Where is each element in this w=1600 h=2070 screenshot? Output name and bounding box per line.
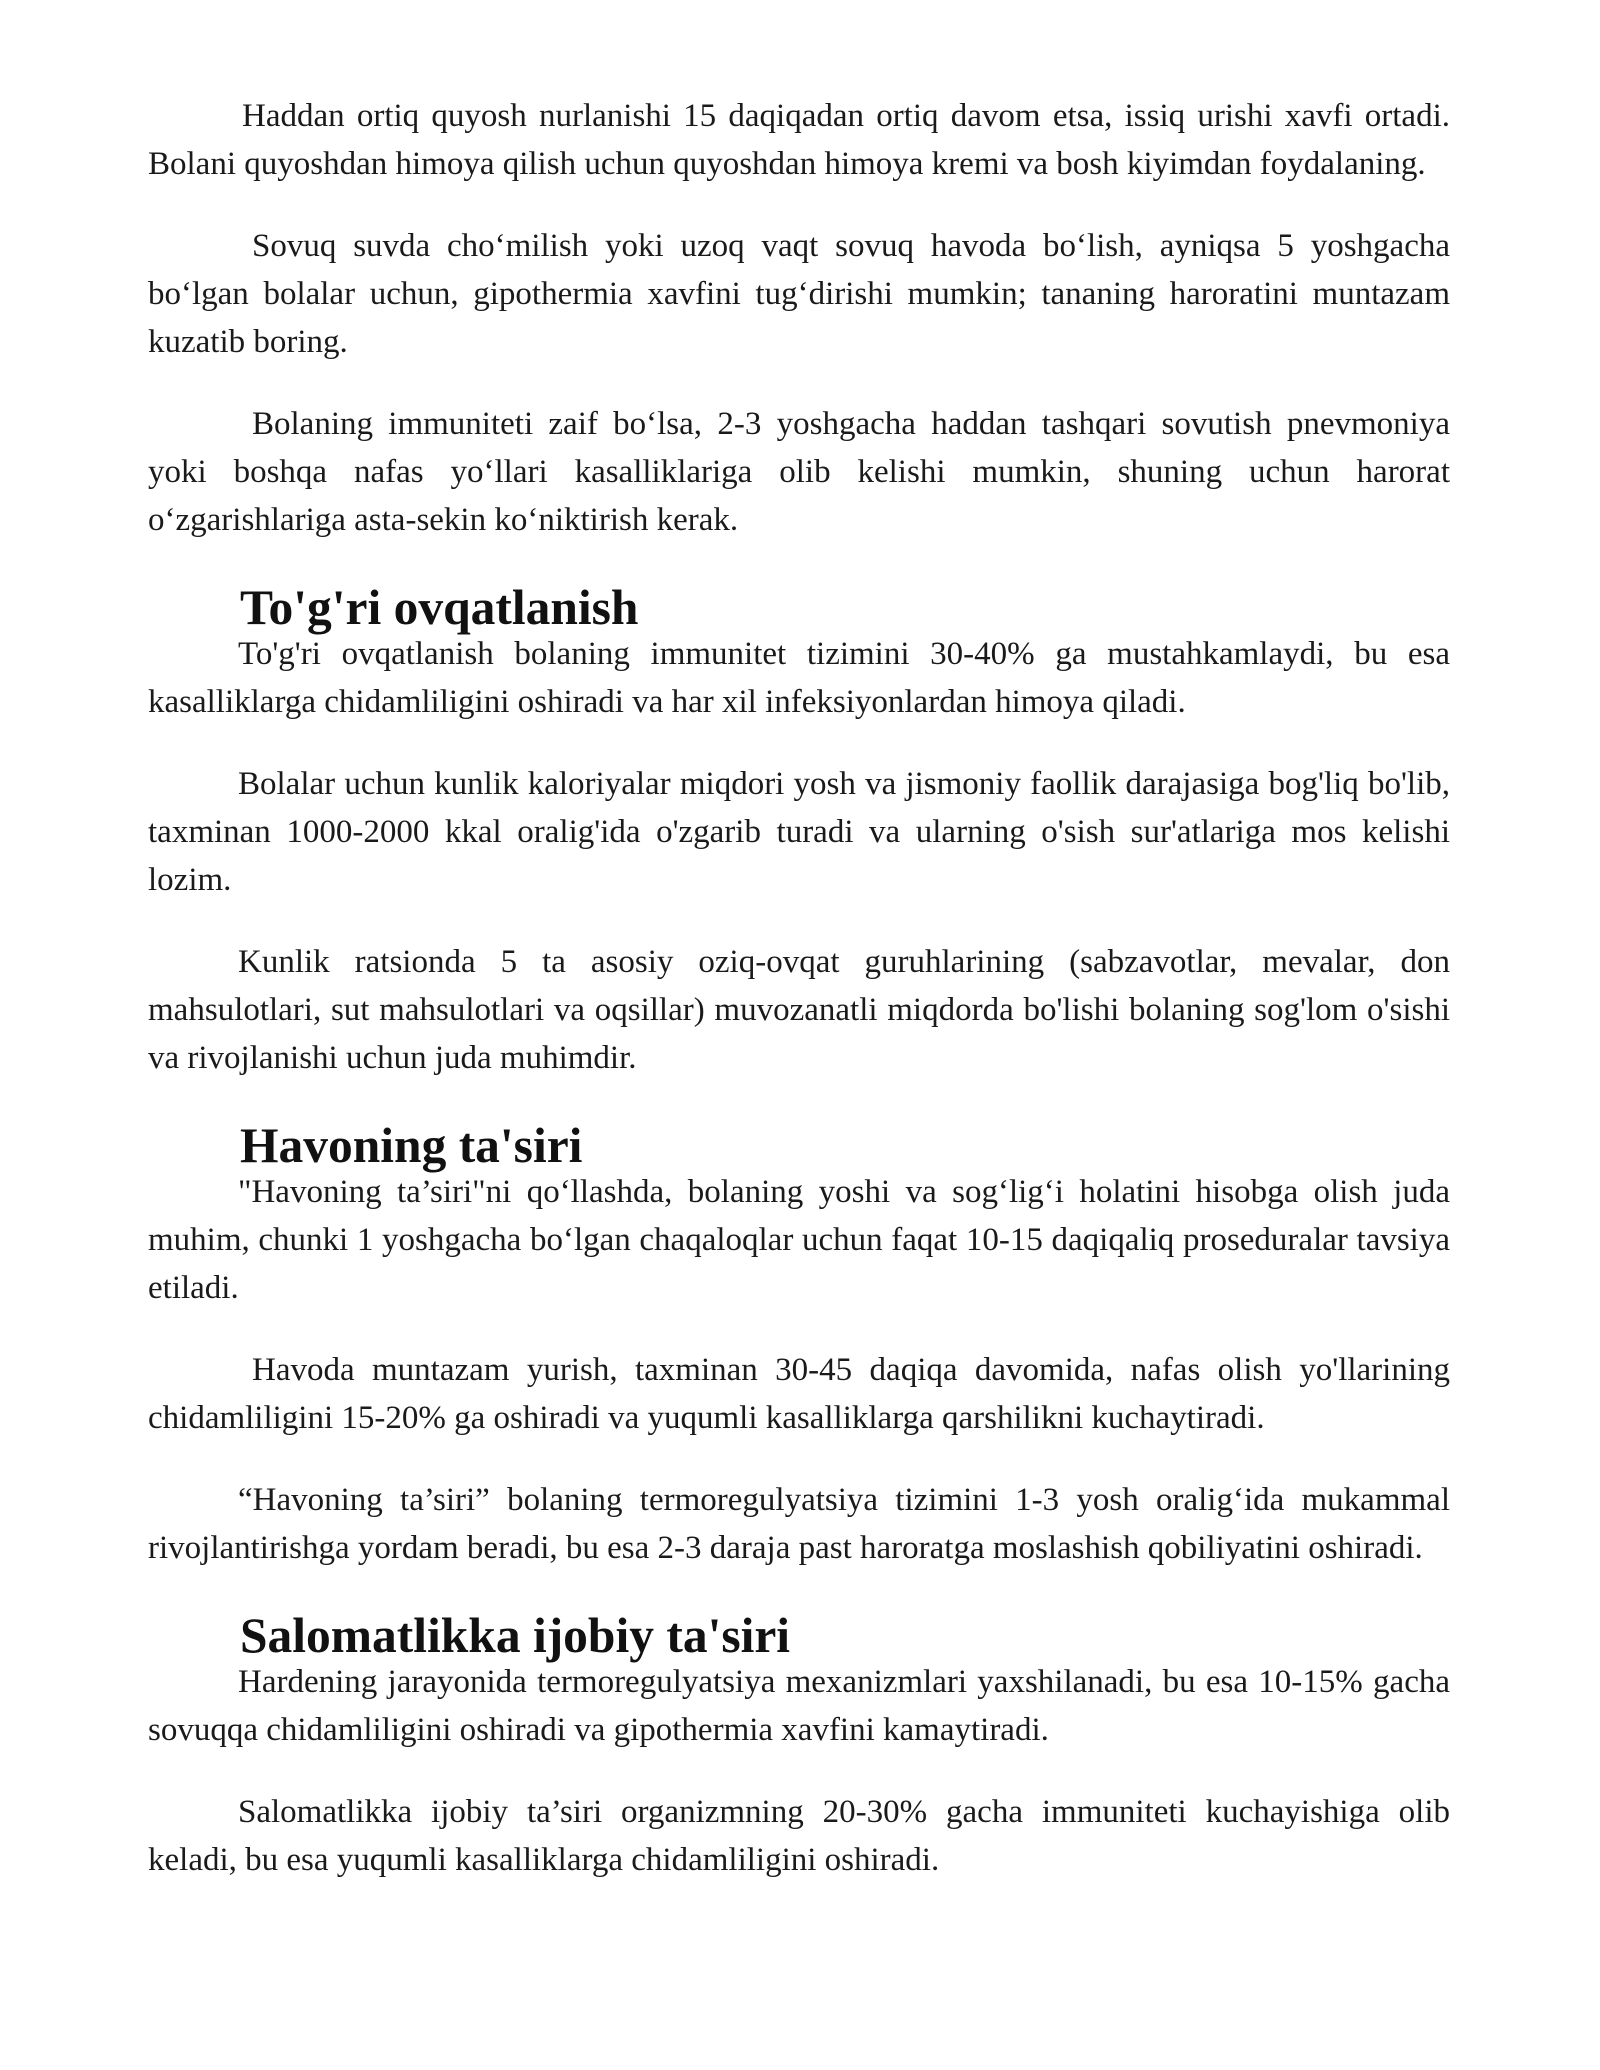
paragraph-nutrition-immunity: To'g'ri ovqatlanish bolaning immunitet tizimini 30-40% ga mustahkamlaydi, bu esa kasalliklarga chidamliligini oshiradi va har xil infeksiyonlardan himoya qiladi. [148, 636, 1450, 720]
heading-health: Salomatlikka ijobiy ta'siri [240, 1608, 791, 1663]
paragraph-air-thermoregulation: “Havoning ta’siri” bolaning termoregulyatsiya tizimini 1-3 yosh oralig‘ida mukammal rivojlantirishga yordam beradi, bu esa 2-3 daraja past haroratga moslashish qobiliyatini oshiradi. [148, 1482, 1450, 1566]
paragraph-air-walks: Havoda muntazam yurish, taxminan 30-45 daqiqa davomida, nafas olish yo'llarining chidamliligini 15-20% ga oshiradi va yuqumli kasalliklarga qarshilikni kuchaytiradi. [148, 1352, 1450, 1436]
paragraph-weak-immunity: Bolaning immuniteti zaif bo‘lsa, 2-3 yoshgacha haddan tashqari sovutish pnevmoniya yoki boshqa nafas yo‘llari kasalliklariga olib kelishi mumkin, shuning uchun harorat o‘zgarishlariga asta-sekin ko‘niktirish kerak. [148, 406, 1450, 538]
paragraph-nutrition-calories: Bolalar uchun kunlik kaloriyalar miqdori yosh va jismoniy faollik darajasiga bog'liq bo'lib, taxminan 1000-2000 kkal oralig'ida o'zgarib turadi va ularning o'sish sur'atlariga mos kelishi lozim. [148, 766, 1450, 898]
document-page [148, 92, 1450, 1918]
paragraph-air-age: "Havoning ta’siri"ni qo‘llashda, bolaning yoshi va sog‘lig‘i holatini hisobga olish juda muhim, chunki 1 yoshgacha bo‘lgan chaqaloqlar uchun faqat 10-15 daqiqaliq proseduralar tavsiya etiladi. [148, 1174, 1450, 1306]
paragraph-health-immunity: Salomatlikka ijobiy ta’siri organizmning 20-30% gacha immuniteti kuchayishiga olib keladi, bu esa yuqumli kasalliklarga chidamliligini oshiradi. [148, 1794, 1450, 1878]
paragraph-nutrition-food-groups: Kunlik ratsionda 5 ta asosiy oziq-ovqat guruhlarining (sabzavotlar, mevalar, don mahsulotlari, sut mahsulotlari va oqsillar) muvozanatli miqdorda bo'lishi bolaning sog'lom o'sishi va rivojlanishi uchun juda muhimdir. [148, 944, 1450, 1076]
heading-air: Havoning ta'siri [240, 1118, 583, 1173]
paragraph-cold-water: Sovuq suvda cho‘milish yoki uzoq vaqt sovuq havoda bo‘lish, ayniqsa 5 yoshgacha bo‘lgan bolalar uchun, gipothermia xavfini tug‘dirishi mumkin; tananing haroratini muntazam kuzatib boring. [148, 228, 1450, 360]
heading-nutrition: To'g'ri ovqatlanish [240, 580, 639, 635]
paragraph-health-hardening: Hardening jarayonida termoregulyatsiya mexanizmlari yaxshilanadi, bu esa 10-15% gacha sovuqqa chidamliligini oshiradi va gipothermia xavfini kamaytiradi. [148, 1664, 1450, 1748]
paragraph-sun-exposure: Haddan ortiq quyosh nurlanishi 15 daqiqadan ortiq davom etsa, issiq urishi xavfi ortadi. Bolani quyoshdan himoya qilish uchun quyoshdan himoya kremi va bosh kiyimdan foydalaning. [148, 98, 1450, 182]
